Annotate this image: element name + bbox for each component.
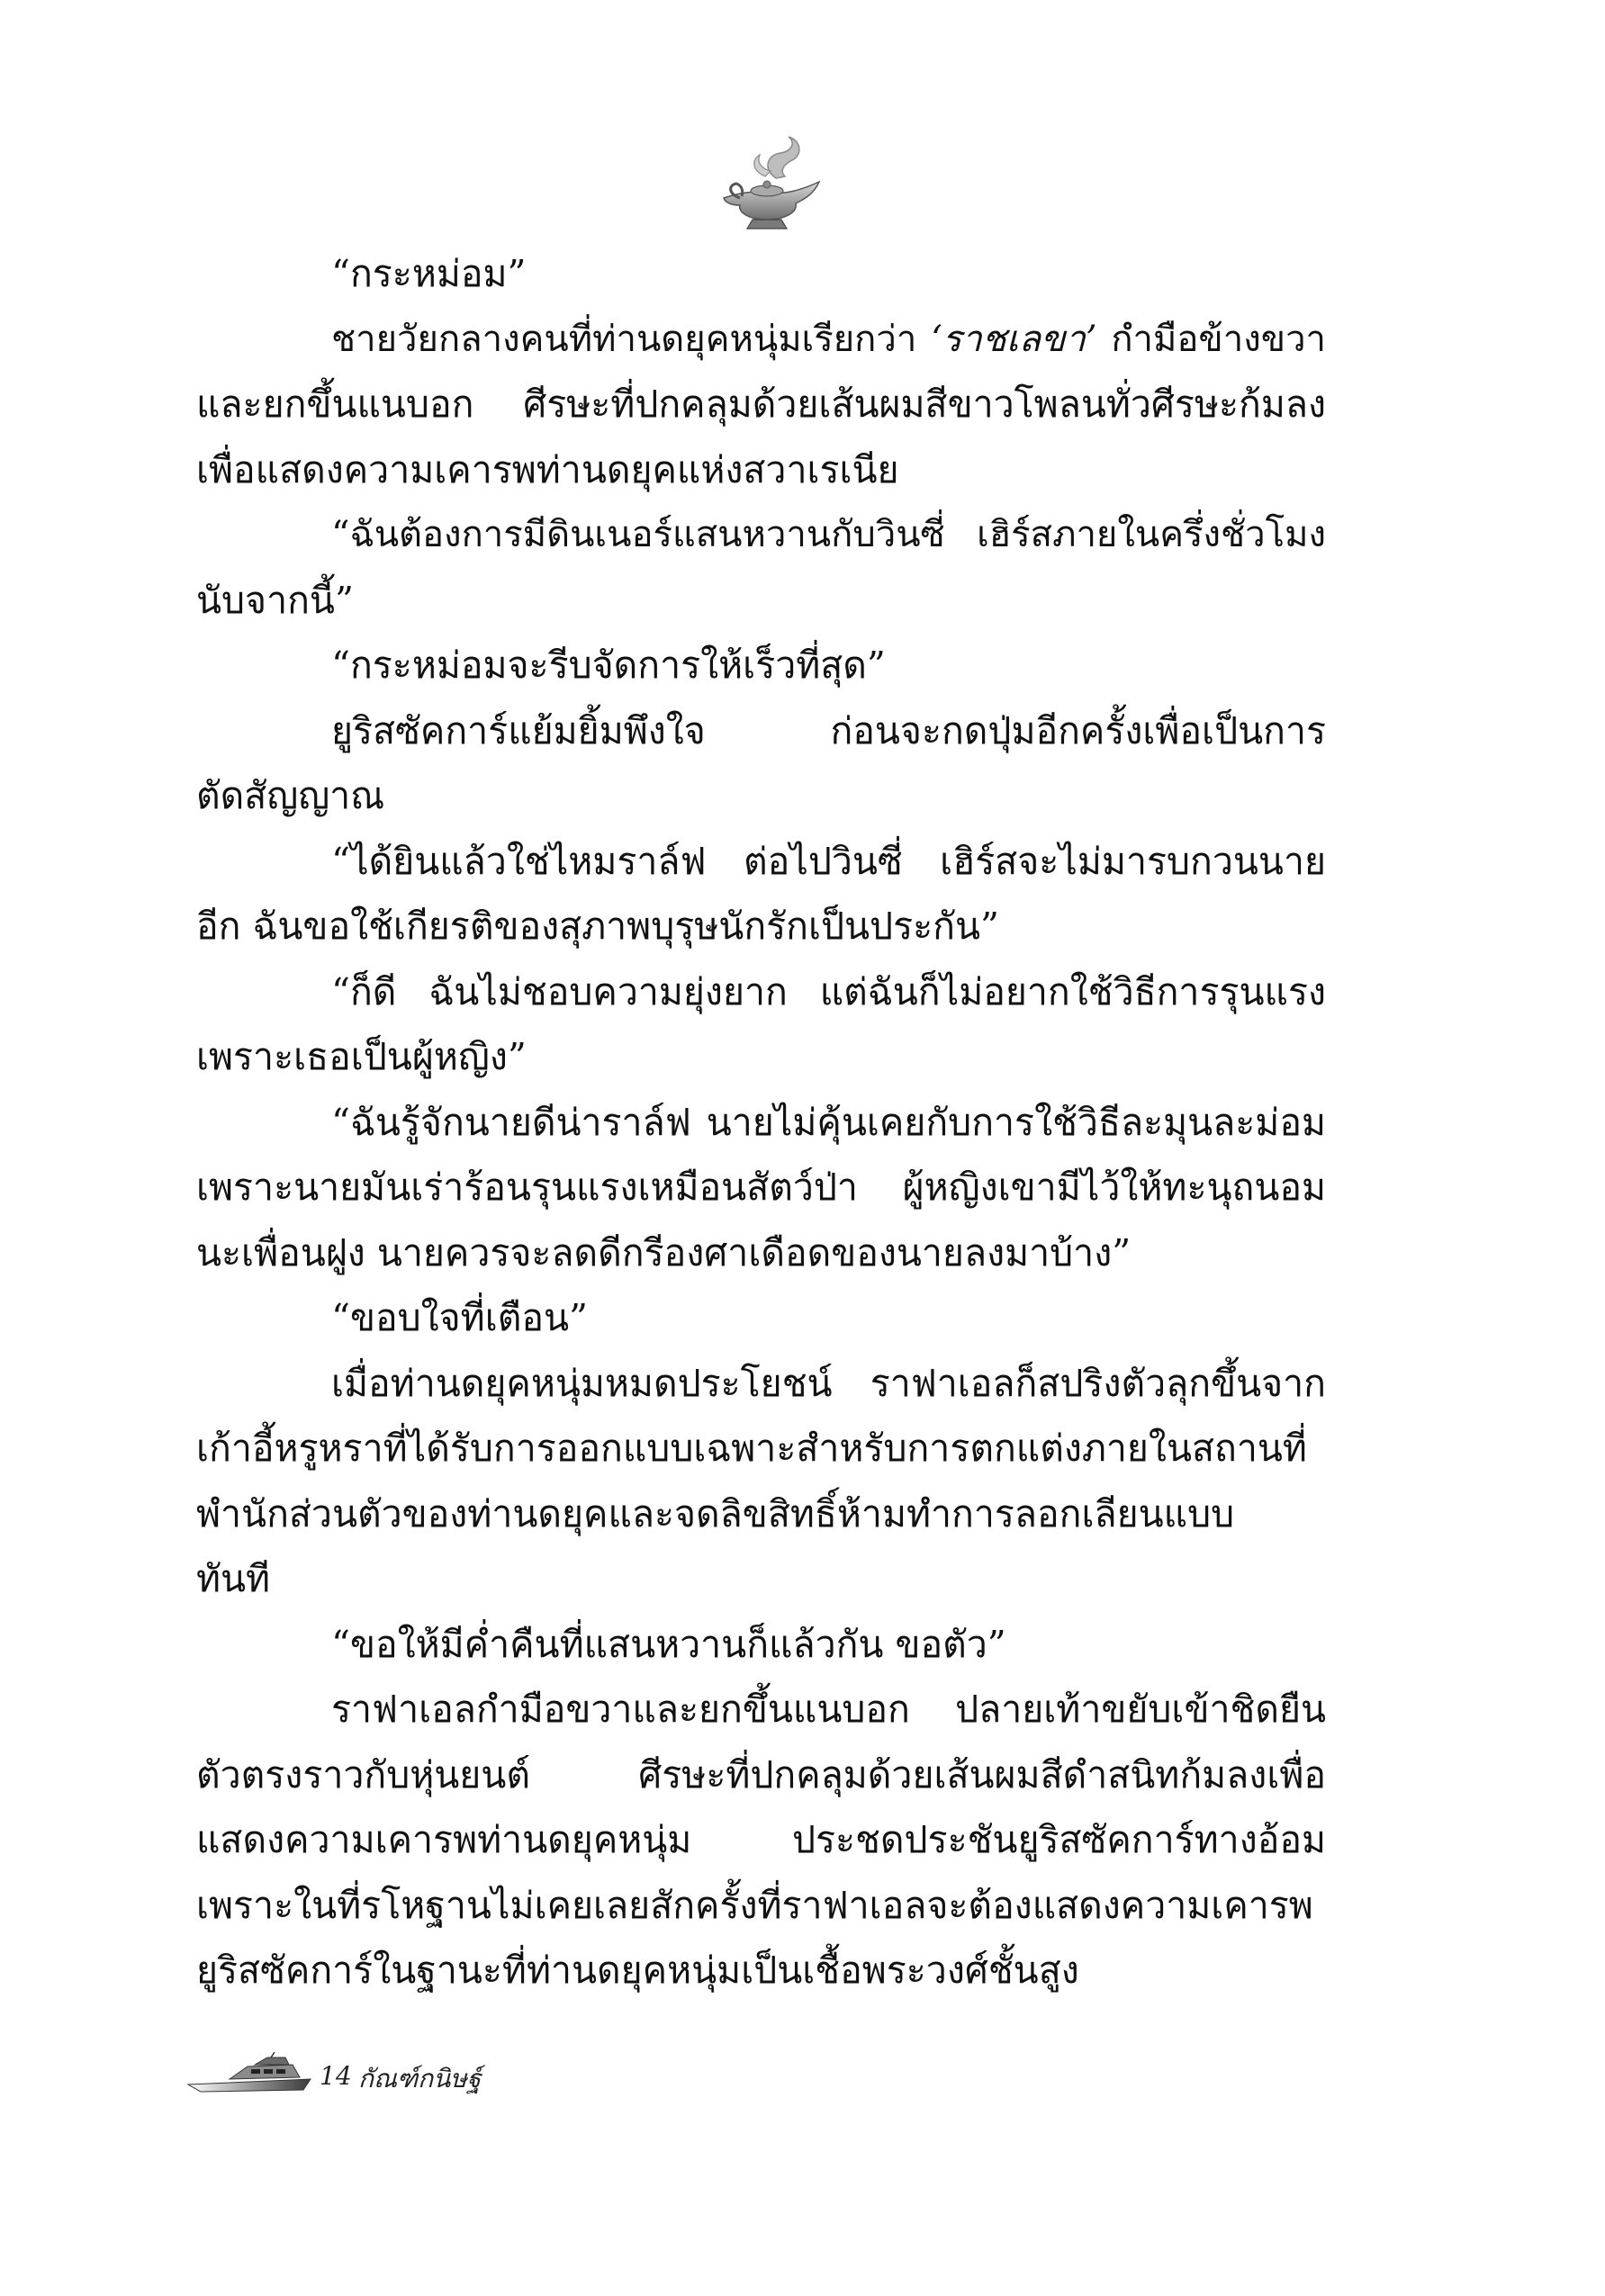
text-line: “ขอให้มีค่ำคืนที่แสนหวานก็แล้วกัน ขอตัว” [331,1622,1006,1666]
text-line: “ก็ดี ฉันไม่ชอบความยุ่งยาก แต่ฉันก็ไม่อยากใช้วิธีการรุนแรง [331,969,1326,1013]
text-line: เพราะในที่รโหฐานไม่เคยเลยสักครั้งที่ราฟาเอลจะต้องแสดงความเคารพ [196,1883,1313,1927]
text-line: และยกขึ้นแนบอก ศีรษะที่ปกคลุมด้วยเส้นผมสีขาวโพลนทั่วศีรษะก้มลง [196,383,1326,426]
text-line: ยูริสซัคการ์ในฐานะที่ท่านดยุคหนุ่มเป็นเชื้อพระวงศ์ชั้นสูง [196,1949,1079,1992]
text-line: พำนักส่วนตัวของท่านดยุคและจดลิขสิทธิ์ห้ามทำการลอกเลียนแบบ [196,1491,1235,1535]
text-segment: ชายวัยกลางคนที่ท่านดยุคหนุ่มเรียกว่า [331,318,932,360]
text-line: ทันที [196,1557,271,1600]
genie-lamp-icon [713,135,830,234]
page-number: 14 [320,2061,352,2091]
yacht-icon [185,2052,320,2097]
text-line: เมื่อท่านดยุคหนุ่มหมดประโยชน์ ราฟาเอลก็สปริงตัวลุกขึ้นจาก [331,1361,1326,1405]
page-footer [185,2052,725,2106]
text-line: ตัดสัญญาณ [196,774,385,817]
text-segment: กำมือข้างขวา [1096,318,1326,360]
text-line: เพราะเธอเป็นผู้หญิง” [196,1035,527,1078]
text-line: ยูริสซัคการ์แย้มยิ้มพึงใจ ก่อนจะกดปุ่มอีกครั้งเพื่อเป็นการ [331,708,1326,752]
text-line: “กระหม่อมจะรีบจัดการให้เร็วที่สุด” [331,644,886,687]
emphasized-term: ‘ราชเลขา’ [931,318,1097,360]
text-line: “ขอบใจที่เตือน” [331,1296,588,1339]
text-line: เก้าอี้หรูหราที่ได้รับการออกแบบเฉพาะสำหรับการตกแต่งภายในสถานที่ [196,1427,1307,1470]
text-line: ตัวตรงราวกับหุ่นยนต์ ศีรษะที่ปกคลุมด้วยเส้นผมสีดำสนิทก้มลงเพื่อ [196,1752,1326,1796]
author-name: กัณฑ์กนิษฐ์ [358,2064,482,2093]
text-line: “ฉันรู้จักนายดีน่าราล์ฟ นายไม่คุ้นเคยกับการใช้วิธีละมุนละม่อม [331,1100,1326,1144]
text-line: “ได้ยินแล้วใช่ไหมราล์ฟ ต่อไปวินซี่ เฮิร์สจะไม่มารบกวนนาย [331,839,1326,883]
text-line: นะเพื่อนฝูง นายควรจะลดดีกรีองศาเดือดของนายลงมาบ้าง” [196,1230,1132,1274]
text-line: แสดงความเคารพท่านดยุคหนุ่ม ประชดประชันยูริสซัคการ์ทางอ้อม [196,1818,1326,1861]
body-text [196,241,1326,2003]
text-line: อีก ฉันขอใช้เกียรติของสุภาพบุรุษนักรักเป็นประกัน” [196,905,999,948]
text-line: นับจากนี้” [196,578,354,622]
text-line: “ฉันต้องการมีดินเนอร์แสนหวานกับวินซี่ เฮิร์สภายในครึ่งชั่วโมง [331,514,1326,555]
text-line: เพราะนายมันเร่าร้อนรุนแรงเหมือนสัตว์ป่า ผู้หญิงเขามีไว้ให้ทะนุถนอม [196,1166,1326,1209]
text-line: เพื่อแสดงความเคารพท่านดยุคแห่งสวาเรเนีย [196,447,899,491]
text-line: “กระหม่อม” [331,252,527,295]
text-line [196,307,1326,373]
text-line: ราฟาเอลกำมือขวาและยกขึ้นแนบอก ปลายเท้าขยับเข้าชิดยืน [331,1688,1326,1731]
